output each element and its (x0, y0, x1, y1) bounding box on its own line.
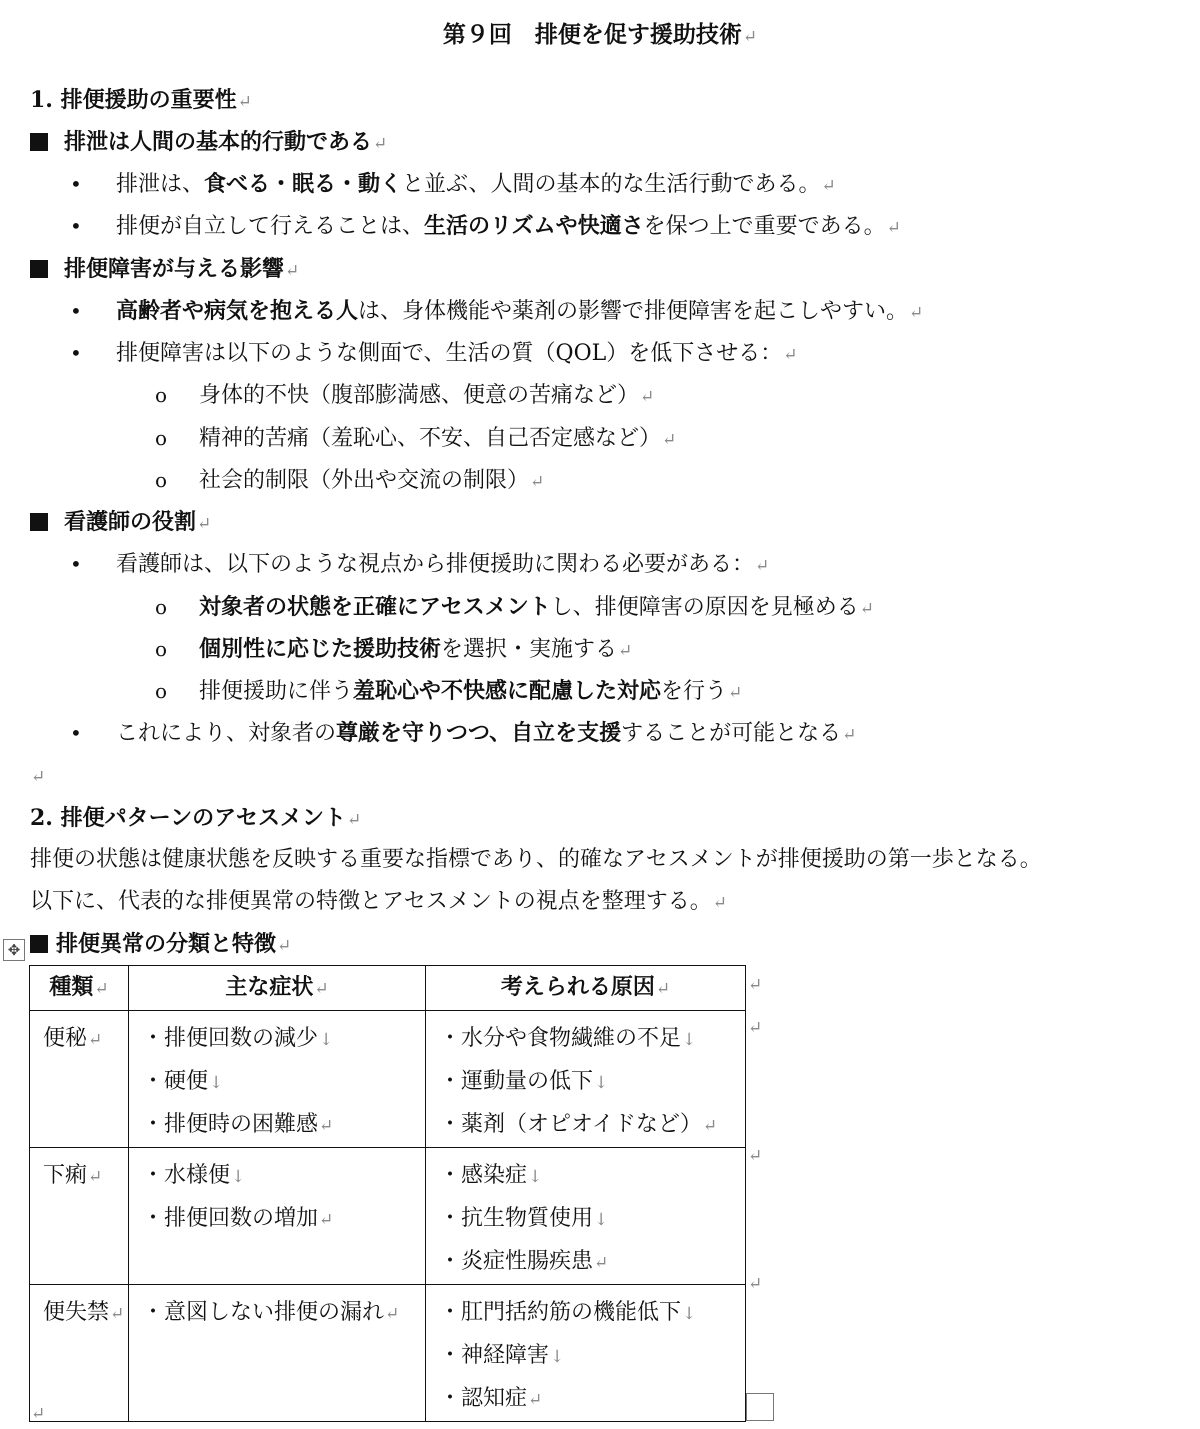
row-end-mark: ↵ (748, 1146, 763, 1166)
table-row (30, 1148, 746, 1285)
table-cell-symptoms: ・水様便↓ ・排便回数の増加↵ (129, 1148, 426, 1285)
sub-bullet-item: o 対象者の状態を正確にアセスメントし、排便障害の原因を見極める↵ (155, 594, 875, 620)
table-cell-symptoms: ・排便回数の減少↓ ・硬便↓ ・排便時の困難感↵ (129, 1011, 426, 1148)
circle-bullet-icon: o (155, 637, 168, 661)
bullet-item: • 排便が自立して行えることは、生活のリズムや快適さを保つ上で重要である。↵ (70, 213, 901, 239)
table-header-cell: 種類↵ (30, 966, 129, 1011)
bullet-icon: • (70, 299, 82, 323)
paragraph: 排便の状態は健康状態を反映する重要な指標であり、的確なアセスメントが排便援助の第一歩となる。 (30, 847, 1042, 872)
sub-bullet-item: o 身体的不快（腹部膨満感、便意の苦痛など）↵ (155, 380, 654, 412)
table-move-handle-icon[interactable]: ✥ (3, 939, 25, 961)
table-cell-type: 便失禁↵ (30, 1285, 129, 1422)
section1-heading: 1. 排便援助の重要性↵ (30, 87, 252, 113)
circle-bullet-icon: o (155, 383, 168, 407)
circle-bullet-icon: o (155, 679, 168, 703)
row-end-mark: ↵ (748, 1274, 763, 1294)
sub-bullet-item: o 個別性に応じた援助技術を選択・実施する↵ (155, 636, 633, 662)
sub-bullet-item: o 社会的制限（外出や交流の制限）↵ (155, 465, 544, 497)
sub-bullet-item: o 精神的苦痛（羞恥心、不安、自己否定感など）↵ (155, 423, 676, 455)
bullet-icon: • (70, 721, 82, 745)
table-resize-handle-icon[interactable] (746, 1393, 774, 1421)
section2-heading: 2. 排便パターンのアセスメント↵ (30, 805, 362, 831)
table-cell-causes: ・感染症↓ ・抗生物質使用↓ ・炎症性腸疾患↵ (426, 1148, 746, 1285)
table-header-cell: 主な症状↵ (129, 966, 426, 1011)
circle-bullet-icon: o (155, 426, 168, 450)
table-cell-type: 便秘↵ (30, 1011, 129, 1148)
table-header-cell: 考えられる原因↵ (426, 966, 746, 1011)
circle-bullet-icon: o (155, 595, 168, 619)
bullet-item: • 排便障害は以下のような側面で、生活の質（QOL）を低下させる：↵ (70, 338, 798, 370)
table-cell-type: 下痢↵ (30, 1148, 129, 1285)
bullet-icon: • (70, 341, 82, 365)
bullet-item: • これにより、対象者の尊厳を守りつつ、自立を支援することが可能となる↵ (70, 720, 857, 746)
page-title: 第９回 排便を促す援助技術↵ (442, 21, 758, 48)
bowel-abnormality-table (29, 965, 746, 1422)
row-end-mark: ↵ (748, 1018, 763, 1038)
table-header-row (30, 966, 746, 1011)
table-cell-symptoms: ・意図しない排便の漏れ↵ (129, 1285, 426, 1422)
table-row (30, 1011, 746, 1148)
bullet-icon: • (70, 214, 82, 238)
sub1-heading: 排泄は人間の基本的行動である↵ (30, 127, 387, 159)
circle-bullet-icon: o (155, 468, 168, 492)
table-row (30, 1285, 746, 1422)
paragraph: 以下に、代表的な排便異常の特徴とアセスメントの視点を整理する。↵ (30, 889, 728, 914)
bullet-item: • 看護師は、以下のような視点から排便援助に関わる必要がある：↵ (70, 549, 769, 581)
square-bullet-icon (30, 513, 48, 531)
row-end-mark: ↵ (748, 975, 763, 995)
bullet-item: • 高齢者や病気を抱える人は、身体機能や薬剤の影響で排便障害を起こしやすい。↵ (70, 298, 924, 324)
empty-paragraph: ↵ (31, 1404, 46, 1424)
square-bullet-icon (30, 133, 48, 151)
bullet-item: • 排泄は、食べる・眠る・動くと並ぶ、人間の基本的な生活行動である。↵ (70, 171, 836, 197)
sub2-heading: 排便障害が与える影響↵ (30, 254, 299, 286)
bullet-icon: • (70, 172, 82, 196)
table-heading: 排便異常の分類と特徴↵ (30, 929, 291, 961)
sub3-heading: 看護師の役割↵ (30, 507, 211, 539)
table-cell-causes: ・肛門括約筋の機能低下↓ ・神経障害↓ ・認知症↵ (426, 1285, 746, 1422)
square-bullet-icon (30, 260, 48, 278)
square-bullet-icon (30, 935, 48, 953)
empty-paragraph: ↵ (31, 767, 46, 787)
sub-bullet-item: o 排便援助に伴う羞恥心や不快感に配慮した対応を行う↵ (155, 678, 743, 704)
bullet-icon: • (70, 552, 82, 576)
table-cell-causes: ・水分や食物繊維の不足↓ ・運動量の低下↓ ・薬剤（オピオイドなど）↵ (426, 1011, 746, 1148)
